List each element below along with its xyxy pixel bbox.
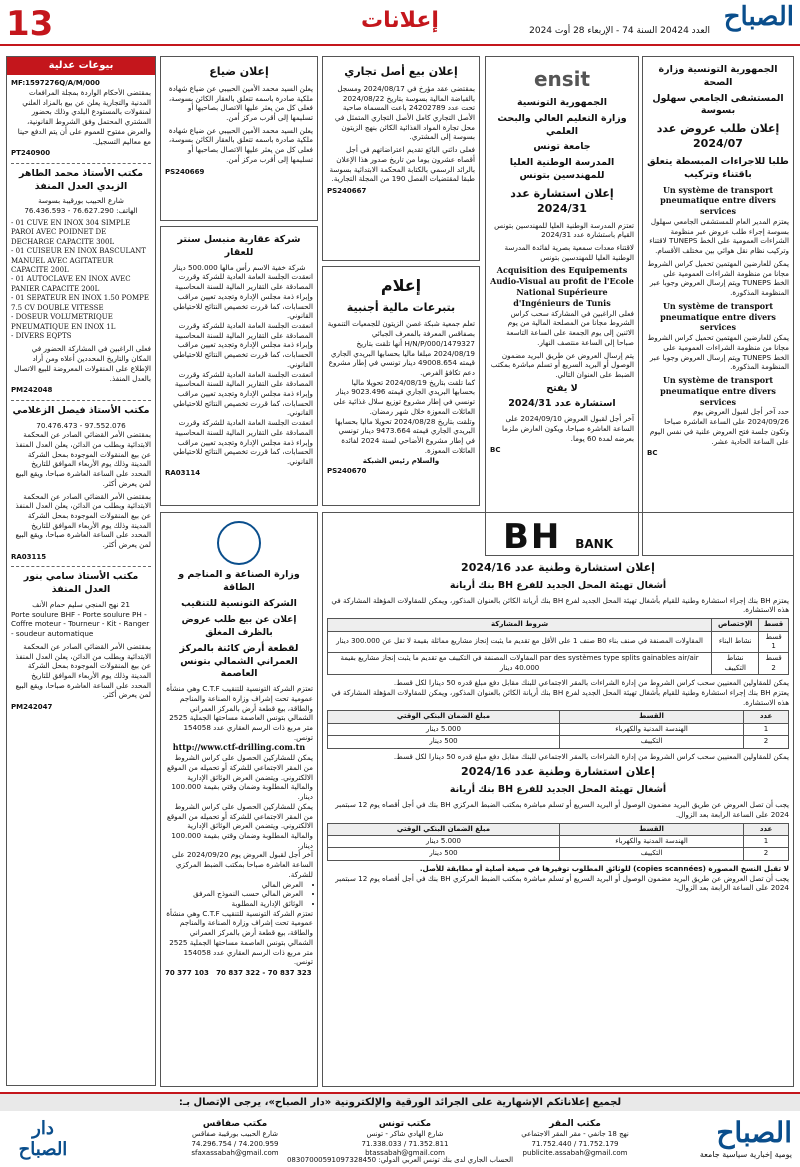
list-item: • العرض المالي حسب النموذج المرفق <box>165 889 303 899</box>
table-cell: المقاولات المصنفة في صنف بناء B0 صنف 1 على الأقل مع تقديم ما يثبت إنجاز مشاريع مماثلة بقيمة لا تقل عن 300.000 دينار <box>328 631 712 653</box>
equipment-item: - 01 SEPATEUR EN INOX 1.50 POMPE 7.5 CV DOUBLE VITESSE <box>11 294 149 312</box>
list-item: • الوثائق الإدارية المطلوبة <box>165 899 303 909</box>
ensit-logo: ensit <box>533 67 591 91</box>
table-cell: قسط 2 <box>759 653 789 675</box>
table-header: القسط <box>559 823 743 835</box>
website-link[interactable]: http://www.ctf-drilling.com.tn <box>172 742 306 753</box>
paragraph: يعلن السيد محمد الأمين الحبيبي عن ضياع شهادة ملكية صادرة باسمه تتعلق بالعقار الكائن بسوسة، فعلى كل من يعثر عليها الاتصال بصاحبها أو تسليمها إلى أقرب مركز أمن. <box>168 125 313 164</box>
ministry: الجمهورية التونسية وزارة الصحة <box>658 64 778 88</box>
table-cell: 500 دينار <box>328 736 560 748</box>
lost-title: إعلان ضياع <box>209 65 269 78</box>
paragraph: بمقتضى الأمر القضائي الصادر عن المحكمة الابتدائية وبطلب من الدائن، يعلن العدل المنفذ عن بيع المنقولات الموجودة بمحل الشركة المدينة وذلك يوم الأربعاء الموافق للتاريخ المحدد على الساعة العاشرة صباحا، ويقع البيع لمن يعرض أكثر. <box>15 641 151 700</box>
paragraph: انعقدت الجلسة العامة العادية للشركة وقررت المصادقة على التقارير المالية للسنة المحاسبية وإبراء ذمة مجلس الإدارة وتجديد تعيين مراقب الحسابات، كما قررت تخصيص النتائج للاحتياطي القانوني. <box>173 320 313 369</box>
ref-code: MF:1597276Q/A/M/000 <box>11 78 100 87</box>
paragraph: فعلى الراغبين في المشاركة الحضور في المكان والتاريخ المحددين أعلاه ومن أراد الإطلاع على المنقولات المعروضة للبيع الاتصال بالعدل المنفذ. <box>14 344 151 383</box>
ctf-land-sale <box>160 512 318 1087</box>
table-cell: 1 <box>744 723 789 735</box>
signature: والسلام رئيس الشبكة <box>362 455 440 465</box>
paragraph: حدد آخر أجل لقبول العروض يوم 2024/09/26 على الساعة العاشرة صباحا وتكون جلسة فتح العروض علنية في نفس اليوم على الساعة الحادية عشر. <box>649 407 789 446</box>
paragraph: يعتزم BH بنك إجراء استشارة وطنية للقيام بأشغال تهيئة المحل الجديد لفرع BH بنك أريانة الكائن بالعنوان المذكور، ويمكن للمقاولات المؤهلة المشاركة في هذه الاستشارة. <box>331 688 789 707</box>
table-header: القسط <box>559 711 743 723</box>
bh-title: إعلان استشارة وطنية عدد 2024/16 <box>461 765 655 779</box>
hospital-name: المستشفى الجامعي سهلول بسوسة <box>652 92 784 117</box>
republic: الجمهورية التونسية <box>517 97 607 108</box>
table-header: عدد <box>744 823 789 835</box>
paragraph: تعلم جمعية شبكة غصن الزيتون للجمعيات التنموية بصفاقس المعرفة بالمعرف الجبائي 1479327/H/N/P/000 أنها تلقت بتاريخ 2024/08/19 مبلغا ماليا بحسابها البريدي الجاري قيمته 49008.654 دينار تونسي في إطار مشروع دعم تكافؤ الفرص. <box>327 319 475 378</box>
issue-line: العدد 20424 السنة 74 - الإربعاء 28 أوت 2024 <box>529 26 710 36</box>
bh-subtitle: أشغال تهيئة المحل الجديد للفرع BH بنك أريانة <box>449 579 667 591</box>
table-row <box>328 653 789 675</box>
notary-name: مكتب الأستاذ سامي بنور العدل المنفذ <box>23 571 139 596</box>
ref-code: PM242048 <box>11 386 53 395</box>
bh-guarantee-table <box>327 710 789 748</box>
table-cell: قسط 1 <box>759 631 789 653</box>
table-header: الإختصاص <box>712 619 759 631</box>
company: الشركة التونسية للتنقيب <box>181 597 297 609</box>
school: المدرسة الوطنية العليا للمهندسين بتونس <box>509 157 615 182</box>
list-item: • العرض المالي <box>165 880 303 890</box>
equipment-item: - 01 CUISEUR EN INOX BASCULANT MANUEL AVEC AGITATEUR CAPACITE 200L <box>11 247 146 274</box>
paragraph: آخر أجل لقبول العروض 2024/09/10 على الساعة العاشرة صباحا، ويكون العارض ملزما بعرضه لمدة 60 يوما. <box>501 414 634 443</box>
table-cell: 1 <box>744 836 789 848</box>
paragraph: يمكن للمقاولين المعنيين سحب كراس الشروط من إدارة الشراءات بالمقر الاجتماعي للبنك مقابل دفع مبلغ قدره 50 دينارا لكل قسط. <box>393 678 789 688</box>
paragraph: لاقتناء معدات سمعية بصرية لفائدة المدرسة الوطنية العليا للمهندسين بتونس <box>504 243 634 262</box>
paragraph: آخر أجل لقبول العروض يوم 2024/09/20 على الساعة العاشرة صباحا بمكتب الضبط المركزي للشركة. <box>172 850 313 879</box>
table-cell: 2 <box>744 736 789 748</box>
table-row <box>328 736 789 748</box>
ministry: وزارة الصناعة و المناجم و الطاقة <box>178 569 300 593</box>
consultation-number: استشارة عدد 2024/31 <box>508 398 616 410</box>
paragraph: يجب أن تصل العروض عن طريق البريد مضمون الوصول أو البريد السريع أو تسلم مباشرة بمكتب الضبط المركزي BH بنك في أجل أقصاه يوم 12 سبتمبر 2024 على الساعة الرابعة بعد الزوال. <box>335 873 789 893</box>
table-header: مبلغ الضمان البنكي الوقتي <box>328 711 560 723</box>
paragraph: بمقتضى عقد مؤرخ في 2024/08/17 ومسجل بالقباضة المالية بسوسة بتاريخ 2024/08/22 تحت عدد 24202789 باعت المسماة صاحبة الأصل التجاري كامل الأصل التجاري المتمثل في محل تجارة المواد الغذائية الكائن بنهج الزيتون بسوسة إلى المشتري. <box>334 83 475 142</box>
company-title: شركة عقارية منبسل سنتر للعقار <box>177 234 301 258</box>
sale-title: إعلان بيع أصل تجاري <box>344 65 458 78</box>
table-cell: نشاط البناء <box>712 631 759 653</box>
table-cell: التكييف <box>559 736 743 748</box>
notary-name: مكتب الأستاذ فيصل الزغلامي <box>12 404 150 416</box>
paragraph: يعتزم BH بنك إجراء استشارة وطنية للقيام بأشغال تهيئة المحل الجديد لفرع BH بنك أريانة الكائن بالعنوان المذكور، ويمكن للمقاولات المؤهلة المشاركة في هذه الاستشارة. <box>331 595 789 615</box>
paragraph: فعلى الراغبين في المشاركة سحب كراس الشروط مجانا من المصلحة المالية من يوم الاثنين إلى يوم الجمعة على الساعة التاسعة صباحا إلى الساعة منتصف النهار. <box>506 308 634 347</box>
paragraph: انعقدت الجلسة العامة العادية للشركة وقررت المصادقة على التقارير المالية للسنة المحاسبية وإبراء ذمة مجلس الإدارة وتجديد تعيين مراقب الحسابات، كما قررت تخصيص النتائج للاحتياطي القانوني. <box>173 272 313 321</box>
bh-title: إعلان استشارة وطنية عدد 2024/16 <box>461 561 655 574</box>
table-header: قسط <box>759 619 789 631</box>
equipment-item: - 01 AUTOCLAVE EN INOX AVEC PANIER CAPACITE 200L <box>11 275 131 293</box>
tender-fr-title: Un système de transport pneumatique entre divers services <box>660 184 776 217</box>
bh-guarantee-table-2 <box>327 823 789 861</box>
table-row <box>328 723 789 735</box>
ref-code: PS240670 <box>327 467 367 476</box>
table-cell: الهندسة المدنية والكهرباء <box>559 836 743 848</box>
table-cell: نشاط التكييف <box>712 653 759 675</box>
footer <box>0 1092 800 1167</box>
paragraph: تعتزم المدرسة الوطنية العليا للمهندسين بتونس القيام باستشارة عدد 2024/31 <box>494 220 634 240</box>
equipment-item: - DIVERS EQPTS <box>11 332 72 340</box>
footer-slogan: يومية إخبارية سياسية جامعة <box>699 1150 792 1159</box>
business-sale <box>322 56 480 261</box>
bh-logo: BH BANK <box>503 517 613 557</box>
notary-phone: 97.552.076 - 70.476.473 <box>36 420 126 430</box>
tender-subtitle: طلبا للاجراءات المبسطة يتعلق باقتناء وتركيب <box>647 155 789 180</box>
office-main: مكتب المقر نهج 18 جانفي - مقر المقر الاجتماعي 71.752.179 / 71.752.440 publicite.assabah@gmail.com <box>521 1119 629 1158</box>
consultation-fr: Acquisition des Equipements Audio-Visual au profit de l'Ecole National Supérieure d'Ingénieurs de Tunis <box>490 265 634 308</box>
table-cell: 5.000 دينار <box>328 836 560 848</box>
contact-line: 70 377 103 70 837 322 - 70 837 323 <box>165 969 312 978</box>
paragraph: يجب أن تصل العروض عن طريق البريد مضمون الوصول أو البريد السريع أو تسلم مباشرة بمكتب الضبط المركزي BH بنك في أجل أقصاه يوم 12 سبتمبر 2024 على الساعة الرابعة بعد الزوال. <box>335 800 789 819</box>
legal-sales-column <box>6 56 156 1086</box>
paragraph: يمكن للمشاركين الحصول على كراس الشروط من المقر الاجتماعي للشركة أو تحميله من الموقع الالكتروني. ويتضمن العرض الوثائق الإدارية والمالية المطلوبة وضمان وقتي بقيمة 100.000 دينار. <box>166 753 313 802</box>
ref-code: PS240667 <box>327 187 367 196</box>
office-sfax: مكتب صفاقس شارع الحبيب بورقيبة صفاقس 74.200.959 / 74.296.754 sfaxassabah@gmail.com <box>191 1119 279 1158</box>
table-header: شروط المشاركة <box>328 619 712 631</box>
equipment-item: - 01 CUVE EN INOX 304 SIMPLE PAROI AVEC POIDNET DE DECHARGE CAPACITE 300L <box>11 218 131 246</box>
office-tunis: مكتب تونس شارع الهادي شاكر - تونس 71.352.811 / 71.338.033 btassabah@gmail.com <box>361 1119 449 1158</box>
equipment-list <box>11 219 151 342</box>
notary-address: شارع الحبيب بورقيبة بسوسة <box>38 196 124 206</box>
paragraph: تعتزم الشركة التونسية للتنقيب C.T.F وهي منشأة عمومية تحت إشراف وزارة الصناعة والمناجم والطاقة، بيع قطعة أرض بالمركز العمراني الشمالي بتونس العاصمة مساحتها الجملية 2525 متر مربع ذات الرسم العقاري عدد 154058 تونس. <box>166 684 313 742</box>
ref-code: PT240900 <box>11 149 51 158</box>
page-header <box>0 0 800 46</box>
paragraph: يمكن للعارضين المهتمين تحميل كراس الشروط مجانا من منظومة الشراءات العمومية على الخط TUNEPS ويتم إرسال العروض وجوبا عبر المنظومة المذكورة. <box>647 258 789 297</box>
ref-code: PS240669 <box>165 167 205 176</box>
paragraph: بمقتضى الأحكام الواردة بمجلة المرافعات المدنية والتجارية يعلن عن بيع بالمزاد العلني لمنقولات بالمستودع البلدي وذلك بحضور المشتري المحتمل وفق الشروط القانونية، والعرض مفتوح للعموم على أن يتم الدفع حينا مع معاليم التسجيل. <box>17 87 151 146</box>
consultation-title: إعلان استشارة عدد 2024/31 <box>510 186 614 215</box>
paragraph: انعقدت الجلسة العامة العادية للشركة وقررت المصادقة على التقارير المالية للسنة المحاسبية وإبراء ذمة مجلس الإدارة وتجديد تعيين مراقب الحسابات، كما قررت تخصيص النتائج للاحتياطي القانوني. <box>173 369 313 418</box>
table-cell: 500 دينار <box>328 848 560 860</box>
land-title: إعلان عن بيع طلب عروض بالظرف المغلق <box>181 615 297 638</box>
foreign-donations <box>322 266 480 506</box>
table-cell: الهندسة المدنية والكهرباء <box>559 723 743 735</box>
ministry: وزارة التعليم العالي والبحث العلمي <box>497 112 627 137</box>
notary-phone: الهاتف: 76.627.290 - 76.436.593 <box>24 206 138 216</box>
requirements-list <box>165 880 313 909</box>
table-row <box>328 631 789 653</box>
tender-fr-line: Un système de transport pneumatique entre divers services <box>660 374 776 407</box>
university: جامعة تونس <box>533 141 591 153</box>
footer-bar: لجميع إعلاناتكم الإشهارية على الجرائد الورقية والإلكترونية «دار الصباح»، يرجى الإتصال بـ: <box>0 1094 800 1111</box>
ref-code: RA03115 <box>11 552 47 561</box>
notary-address: 21 نهج المنجي سليم حمام الأنف <box>32 599 130 609</box>
paragraph: وتلقت بتاريخ 2024/08/28 تحويلا ماليا بحسابها البريدي الجاري قيمته 9473.664 دينار تونسي في إطار مشروع الأضاحي لسنة 2024 لفائدة العائلات المعوزة. <box>335 416 475 455</box>
table-cell: par des systèmes type splits gainables air/air المقاولات المصنفة في التكييف مع تقديم ما يثبت إنجاز مشاريع بقيمة 40.000 دينار <box>328 653 712 675</box>
table-cell: 2 <box>744 848 789 860</box>
paragraph: انعقدت الجلسة العامة العادية للشركة وقررت المصادقة على التقارير المالية للسنة المحاسبية وإبراء ذمة مجلس الإدارة وتجديد تعيين مراقب الحسابات، كما قررت تخصيص النتائج للاحتياطي القانوني. <box>173 418 313 466</box>
paragraph: بمقتضى الأمر القضائي الصادر عن المحكمة الابتدائية وبطلب من الدائن، يعلن العدل المنفذ عن بيع المنقولات الموجودة بمحل الشركة المدينة وذلك يوم الأربعاء الموافق للتاريخ المحدد على الساعة العاشرة صباحا، ويقع البيع لمن يعرض أكثر. <box>15 491 151 550</box>
donation-subtitle: بتبرعات مالية أجنبية <box>346 300 456 314</box>
donation-title: إعلام <box>380 276 422 295</box>
table-row <box>328 836 789 848</box>
legal-sales-heading: بيوعات عدلية <box>7 57 155 75</box>
company-notice <box>160 226 318 506</box>
tender-fr-line: Un système de transport pneumatique entre divers services <box>660 300 776 333</box>
ref-code: BC <box>490 446 501 455</box>
paragraph: يمكن للمقاولين المعنيين سحب كراس الشروط من إدارة الشراءات بالمقر الاجتماعي للبنك مقابل دفع مبلغ قدره 50 دينارا لكل قسط. <box>393 751 789 761</box>
paragraph: يتم إرسال العروض عن طريق البريد مضمون الوصول أو البريد السريع أو تسلم مباشرة بمكتب الضبط على العنوان التالي. <box>490 350 634 379</box>
section-title: إعلانات <box>361 8 439 33</box>
ensit-consultation <box>485 56 639 556</box>
hospital-tender <box>642 56 794 556</box>
paragraph: كما تلقت بتاريخ 2024/08/19 تحويلا ماليا بحسابها البريدي الجاري قيمته 9023.496 دينار تونسي في إطار مشروع توزيع سلال غذائية على العائلات المعوزة خلال شهر رمضان. <box>333 377 475 416</box>
ctf-logo-icon <box>217 521 261 565</box>
lost-notice <box>160 56 318 221</box>
table-cell: التكييف <box>559 848 743 860</box>
tender-title: إعلان طلب عروض عدد 2024/07 <box>656 122 780 151</box>
company-subtitle: شركة خفية الاسم رأس مالها 500.000 دينار <box>172 262 306 272</box>
notary-name: مكتب الأستاذ محمد الطاهر الزيدي العدل المنفذ <box>19 167 143 192</box>
page-number: 13 <box>6 4 54 44</box>
bank-account: الحساب الجاري لدى بنك تونس العربي الدولي: 08307000591097328450 <box>286 1156 514 1164</box>
table-header: مبلغ الضمان البنكي الوقتي <box>328 823 560 835</box>
land-subtitle: لقطعة أرض كائنة بالمركز العمراني الشمالي بتونس العاصمة <box>179 642 299 680</box>
paragraph: يعتزم المدير العام للمستشفى الجامعي سهلول بسوسة إجراء طلب عروض عبر منظومة الشراءات العمومية على الخط TUNEPS لاقتناء وتركيب نظام نقل هوائي بين مختلف الأقسام. <box>649 216 789 256</box>
paragraph: فعلى دائني البائع تقديم اعتراضاتهم في أجل أقصاه عشرون يوما من تاريخ صدور هذا الإعلان بالرائد الرسمي بالكتابة المحكمة الابتدائية بسوسة طبقا لمقتضيات الفصل 190 من المجلة التجارية. <box>329 145 475 184</box>
paragraph: يمكن للمشاركين الحصول على كراس الشروط من المقر الاجتماعي للشركة أو تحميله من الموقع الالكتروني. ويتضمن العرض الوثائق الإدارية والمالية المطلوبة وضمان وقتي بقيمة 100.000 دينار. <box>166 801 313 850</box>
ref-code: RA03114 <box>165 468 201 477</box>
paragraph: Porte soulure BHF - Porte soulure PH - Coffre moteur - Tourneur - Kit - Ranger - soudeur automatique <box>11 609 150 639</box>
footer-logo: الصباح <box>716 1116 792 1149</box>
bh-bank-ad <box>322 512 794 1087</box>
table-header: عدد <box>744 711 789 723</box>
bh-subtitle: أشغال تهيئة المحل الجديد للفرع BH بنك أريانة <box>449 784 667 796</box>
table-row <box>328 848 789 860</box>
dar-logo: دار الصباح <box>18 1118 68 1160</box>
paragraph: يمكن للعارضين المهتمين تحميل كراس الشروط مجانا من منظومة الشراءات العمومية على الخط TUNEPS ويتم إرسال العروض وجوبا عبر المنظومة المذكورة. <box>647 333 789 372</box>
ref-code: BC <box>647 449 658 458</box>
paragraph: بمقتضى الأمر القضائي الصادر عن المحكمة الابتدائية وبطلب من الدائن، يعلن العدل المنفذ عن بيع المنقولات الموجودة بمحل الشركة المدينة وذلك يوم الأربعاء الموافق للتاريخ المحدد على الساعة العاشرة صباحا، ويقع البيع لمن يعرض أكثر. <box>15 430 151 488</box>
paragraph: يعلن السيد محمد الأمين الحبيبي عن ضياع شهادة ملكية صادرة باسمه تتعلق بالعقار الكائن بسوسة، فعلى كل من يعثر عليها الاتصال بصاحبها أو تسليمها إلى أقرب مركز أمن. <box>168 83 313 122</box>
bold-note: لا تقبل النسخ المصورة (copies scannées) للوثائق المطلوب توفيرها في صيغة أصلية أو مطابقة للأصل. <box>419 863 789 873</box>
ref-code: PM242047 <box>11 703 53 712</box>
do-not-open: لا يفتح <box>546 382 578 394</box>
paragraph: تعتزم الشركة التونسية للتنقيب C.T.F وهي منشأة عمومية تحت إشراف وزارة الصناعة والمناجم والطاقة، بيع قطعة أرض بالمركز العمراني الشمالي بتونس العاصمة مساحتها الجملية 2525 متر مربع ذات الرسم العقاري عدد 154058 تونس. <box>166 908 313 967</box>
newspaper-logo: الصباح <box>723 2 794 32</box>
bh-lots-table <box>327 618 789 675</box>
table-cell: 5.000 دينار <box>328 723 560 735</box>
equipment-item: - DOSEUR VOLUMETRIQUE PNEUMATIQUE EN INOX 1L <box>11 313 116 331</box>
